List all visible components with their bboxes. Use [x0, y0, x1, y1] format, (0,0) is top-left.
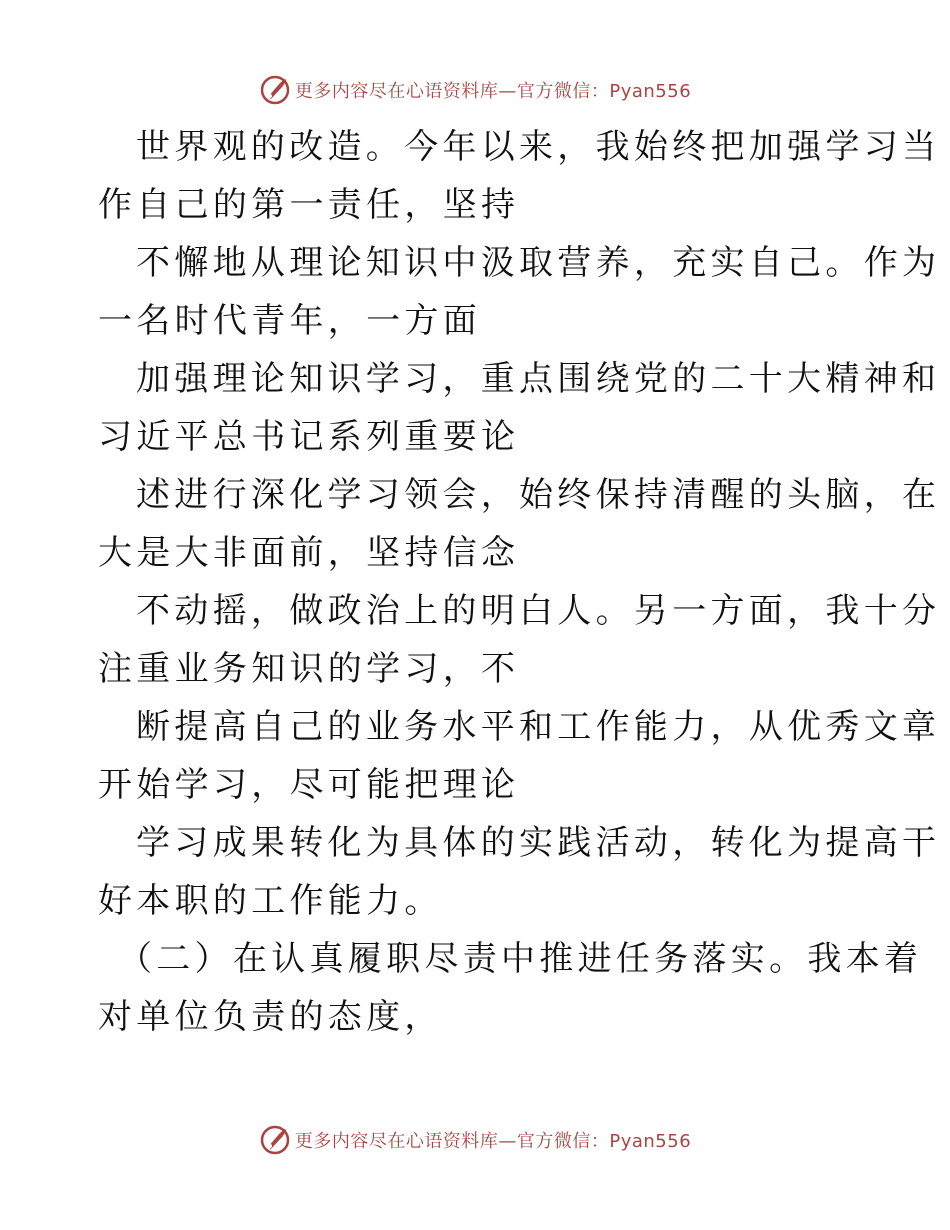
paragraph-line: 好本职的工作能力。	[98, 881, 443, 921]
quill-logo-icon	[259, 74, 291, 106]
footer-banner-text: 更多内容尽在心语资料库—官方微信：Pyan556	[294, 1131, 692, 1152]
header-banner	[0, 70, 950, 110]
paragraph-line: 大是大非面前，坚持信念	[98, 533, 520, 573]
quill-logo-icon	[259, 1124, 291, 1156]
paragraph-line: 作自己的第一责任，坚持	[98, 185, 520, 225]
paragraph-line: 断提高自己的业务水平和工作能力，从优秀文章	[136, 707, 941, 747]
paragraph-line: 习近平总书记系列重要论	[98, 417, 520, 457]
paragraph-line: 不动摇，做政治上的明白人。另一方面，我十分	[136, 591, 941, 631]
paragraph-line: 世界观的改造。今年以来，我始终把加强学习当	[136, 127, 941, 167]
paragraph-line: 加强理论知识学习，重点围绕党的二十大精神和	[136, 359, 941, 399]
paragraph-line: 述进行深化学习领会，始终保持清醒的头脑，在	[136, 475, 941, 515]
header-banner-text: 更多内容尽在心语资料库—官方微信：Pyan556	[294, 81, 692, 102]
paragraph-line: 不懈地从理论知识中汲取营养，充实自己。作为	[136, 243, 941, 283]
paragraph-line: 学习成果转化为具体的实践活动，转化为提高干	[136, 823, 941, 863]
paragraph-line: 注重业务知识的学习，不	[98, 649, 520, 689]
paragraph-line: 对单位负责的态度，	[98, 997, 443, 1037]
paragraph-line: 开始学习，尽可能把理论	[98, 765, 520, 805]
paragraph-line: 一名时代青年，一方面	[98, 301, 481, 341]
footer-banner	[0, 1120, 950, 1160]
section-heading-line: （二）在认真履职尽责中推进任务落实。我本着	[118, 939, 923, 979]
